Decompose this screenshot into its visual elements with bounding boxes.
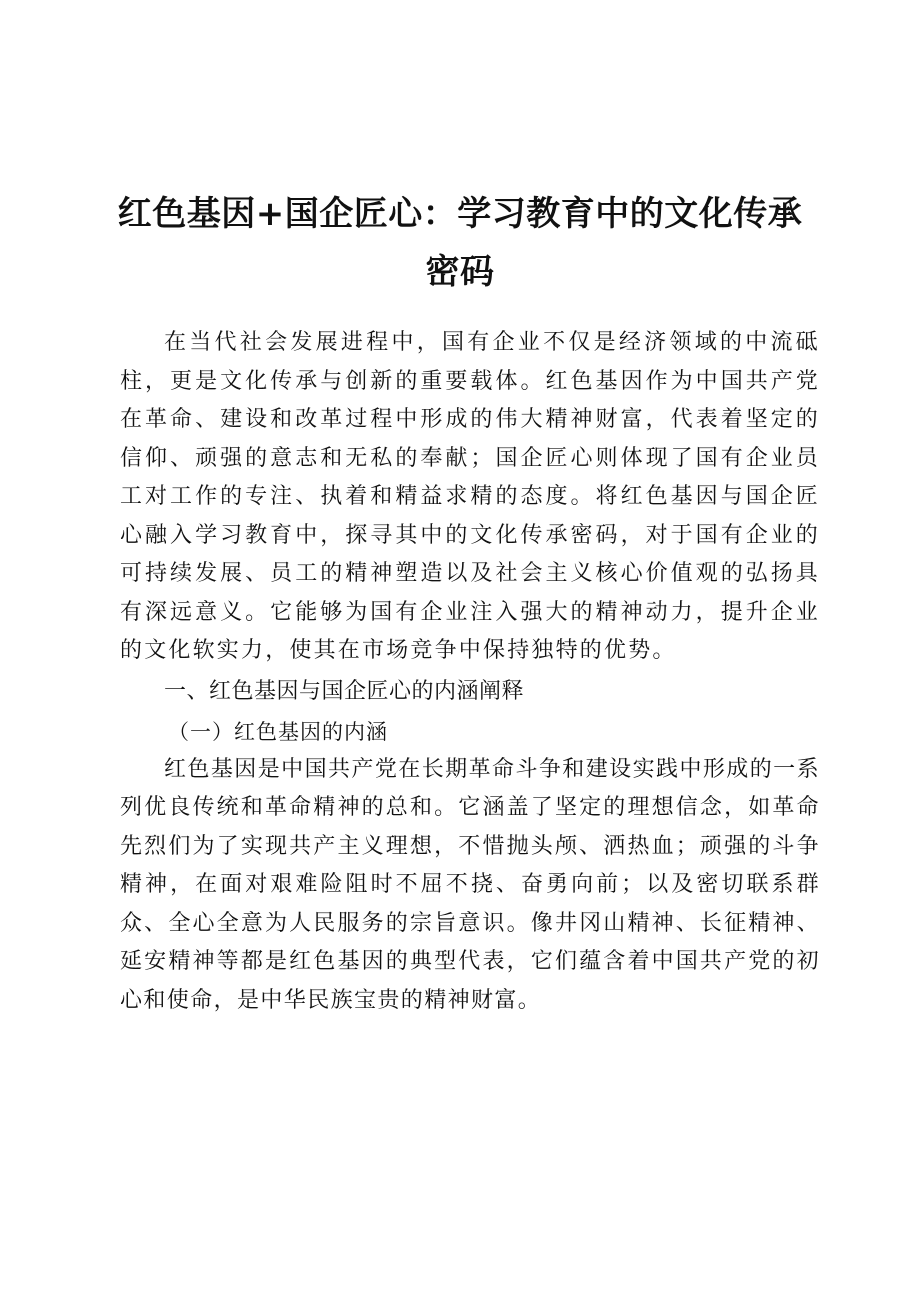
red-gene-paragraph: 红色基因是中国共产党在长期革命斗争和建设实践中形成的一系列优良传统和革命精神的总和。它涵盖了坚定的理想信念，如革命先烈们为了实现共产主义理想，不惜抛头颅、洒热血；顽强的斗争精神，在面对艰难险阻时不屈不挠、奋勇向前；以及密切联系群众、全心全意为人民服务的宗旨意识。像井冈山精神、长征精神、延安精神等都是红色基因的典型代表，它们蕴含着中国共产党的初心和使命，是中华民族宝贵的精神财富。 [120, 756, 820, 1013]
intro-paragraph: 在当代社会发展进程中，国有企业不仅是经济领域的中流砥柱，更是文化传承与创新的重要载体。红色基因作为中国共产党在革命、建设和改革过程中形成的伟大精神财富，代表着坚定的信仰、顽强的意志和无私的奉献；国企匠心则体现了国有企业员工对工作的专注、执着和精益求精的态度。将红色基因与国企匠心融入学习教育中，探寻其中的文化传承密码，对于国有企业的可持续发展、员工的精神塑造以及社会主义核心价值观的弘扬具有深远意义。它能够为国有企业注入强大的精神动力，提升企业的文化软实力，使其在市场竞争中保持独特的优势。 [120, 330, 820, 663]
document-body [120, 324, 820, 1020]
section-heading-1: 一、红色基因与国企匠心的内涵阐释 [164, 678, 525, 704]
document-title [100, 185, 820, 301]
subsection-heading-1: （一）红色基因的内涵 [168, 719, 388, 744]
title-line-1: 红色基因+国企匠心：学习教育中的文化传承 [117, 193, 803, 234]
title-line-2: 密码 [425, 251, 495, 292]
